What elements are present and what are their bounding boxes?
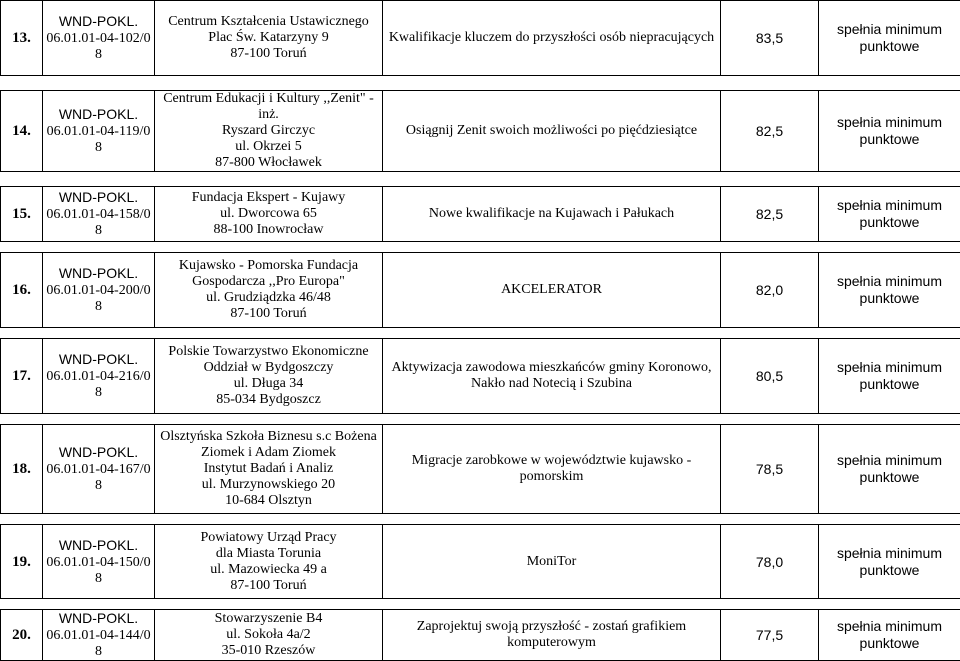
code-main: 06.01.01-04-150/0 — [46, 555, 150, 570]
code-main: 06.01.01-04-200/0 — [46, 283, 150, 298]
code-suffix: 8 — [95, 299, 102, 314]
org-line: Fundacja Ekspert - Kujawy — [158, 190, 379, 206]
separator-cell — [1, 172, 960, 187]
application-code — [43, 610, 155, 661]
applicant-organization — [155, 187, 383, 242]
org-line: ul. Długa 34 — [158, 376, 379, 392]
row-number: 17. — [1, 339, 43, 414]
separator-cell — [1, 514, 960, 525]
org-line: Powiatowy Urząd Pracy — [158, 530, 379, 546]
org-line: 85-034 Bydgoszcz — [158, 392, 379, 408]
table-row — [1, 610, 960, 661]
status-text: spełnia minimum punktowe — [819, 91, 960, 172]
applicant-organization — [155, 253, 383, 328]
project-title: Nowe kwalifikacje na Kujawach i Pałukach — [383, 187, 721, 242]
application-code — [43, 339, 155, 414]
separator-cell — [1, 242, 960, 253]
code-suffix: 8 — [95, 47, 102, 62]
code-prefix: WND-POKL. — [59, 351, 138, 367]
org-line: Plac Św. Katarzyny 9 — [158, 30, 379, 46]
org-line: Ryszard Girczyc — [158, 123, 379, 139]
org-line: 87-100 Toruń — [158, 578, 379, 594]
score-value: 78,5 — [721, 425, 819, 514]
status-text: spełnia minimum punktowe — [819, 339, 960, 414]
code-main: 06.01.01-04-119/0 — [47, 124, 151, 139]
row-separator — [1, 172, 960, 187]
org-line: ul. Mazowiecka 49 a — [158, 562, 379, 578]
application-code — [43, 187, 155, 242]
project-title: AKCELERATOR — [383, 253, 721, 328]
org-line: Instytut Badań i Analiz — [158, 461, 379, 477]
row-separator — [1, 242, 960, 253]
org-line: dla Miasta Torunia — [158, 546, 379, 562]
status-text: spełnia minimum punktowe — [819, 1, 960, 76]
application-code — [43, 253, 155, 328]
score-value: 83,5 — [721, 1, 819, 76]
code-prefix: WND-POKL. — [59, 610, 138, 626]
org-line: ul. Sokoła 4a/2 — [158, 627, 379, 643]
project-title: Osiągnij Zenit swoich możliwości po pięćdziesiątce — [383, 91, 721, 172]
score-value: 77,5 — [721, 610, 819, 661]
application-code — [43, 91, 155, 172]
row-number: 20. — [1, 610, 43, 661]
project-title: Migracje zarobkowe w województwie kujawsko - pomorskim — [383, 425, 721, 514]
separator-cell — [1, 76, 960, 91]
status-text: spełnia minimum punktowe — [819, 525, 960, 599]
applicant-organization — [155, 610, 383, 661]
applicant-organization — [155, 91, 383, 172]
project-title: MoniTor — [383, 525, 721, 599]
code-prefix: WND-POKL. — [59, 106, 138, 122]
code-suffix: 8 — [95, 571, 102, 586]
row-number: 14. — [1, 91, 43, 172]
code-suffix: 8 — [95, 644, 102, 659]
code-prefix: WND-POKL. — [59, 189, 138, 205]
score-value: 80,5 — [721, 339, 819, 414]
project-title: Kwalifikacje kluczem do przyszłości osób niepracujących — [383, 1, 721, 76]
org-line: 87-100 Toruń — [158, 306, 379, 322]
code-main: 06.01.01-04-102/0 — [46, 31, 150, 46]
table-row — [1, 425, 960, 514]
table-row — [1, 253, 960, 328]
row-separator — [1, 414, 960, 425]
org-line: 10-684 Olsztyn — [158, 493, 379, 509]
org-line: 87-800 Włocławek — [158, 155, 379, 171]
org-line: Centrum Edukacji i Kultury ,,Zenit" - inż. — [158, 91, 379, 123]
code-main: 06.01.01-04-144/0 — [46, 628, 150, 643]
applicant-organization — [155, 1, 383, 76]
row-separator — [1, 599, 960, 610]
code-main: 06.01.01-04-167/0 — [46, 462, 150, 477]
org-line: Polskie Towarzystwo Ekonomiczne — [158, 344, 379, 360]
status-text: spełnia minimum punktowe — [819, 610, 960, 661]
org-line: 88-100 Inowrocław — [158, 222, 379, 238]
score-value: 82,5 — [721, 187, 819, 242]
org-line: Centrum Kształcenia Ustawicznego — [158, 14, 379, 30]
org-line: Ziomek i Adam Ziomek — [158, 445, 379, 461]
separator-cell — [1, 414, 960, 425]
code-suffix: 8 — [95, 223, 102, 238]
applicant-organization — [155, 339, 383, 414]
org-line: ul. Okrzei 5 — [158, 139, 379, 155]
table-row — [1, 339, 960, 414]
status-text: spełnia minimum punktowe — [819, 187, 960, 242]
score-value: 82,5 — [721, 91, 819, 172]
code-suffix: 8 — [95, 478, 102, 493]
code-suffix: 8 — [95, 385, 102, 400]
score-value: 78,0 — [721, 525, 819, 599]
code-suffix: 8 — [95, 140, 102, 155]
org-line: Gospodarcza ,,Pro Europa" — [158, 274, 379, 290]
application-code — [43, 525, 155, 599]
code-main: 06.01.01-04-158/0 — [46, 207, 150, 222]
code-main: 06.01.01-04-216/0 — [46, 369, 150, 384]
application-code — [43, 1, 155, 76]
row-separator — [1, 514, 960, 525]
table-row — [1, 91, 960, 172]
status-text: spełnia minimum punktowe — [819, 425, 960, 514]
status-text: spełnia minimum punktowe — [819, 253, 960, 328]
row-number: 13. — [1, 1, 43, 76]
org-line: Oddział w Bydgoszczy — [158, 360, 379, 376]
table-row — [1, 187, 960, 242]
project-title: Zaprojektuj swoją przyszłość - zostań grafikiem komputerowym — [383, 610, 721, 661]
org-line: Stowarzyszenie B4 — [158, 611, 379, 627]
table-row — [1, 525, 960, 599]
applicant-organization — [155, 425, 383, 514]
code-prefix: WND-POKL. — [59, 13, 138, 29]
applicant-organization — [155, 525, 383, 599]
separator-cell — [1, 599, 960, 610]
row-number: 19. — [1, 525, 43, 599]
org-line: ul. Dworcowa 65 — [158, 206, 379, 222]
org-line: 35-010 Rzeszów — [158, 643, 379, 659]
separator-cell — [1, 328, 960, 339]
row-number: 18. — [1, 425, 43, 514]
org-line: Kujawsko - Pomorska Fundacja — [158, 258, 379, 274]
org-line: Olsztyńska Szkoła Biznesu s.c Bożena — [158, 429, 379, 445]
code-prefix: WND-POKL. — [59, 444, 138, 460]
row-separator — [1, 76, 960, 91]
code-prefix: WND-POKL. — [59, 265, 138, 281]
org-line: ul. Grudziądzka 46/48 — [158, 290, 379, 306]
results-table-body — [1, 1, 960, 661]
row-number: 16. — [1, 253, 43, 328]
row-number: 15. — [1, 187, 43, 242]
score-value: 82,0 — [721, 253, 819, 328]
org-line: ul. Murzynowskiego 20 — [158, 477, 379, 493]
table-row — [1, 1, 960, 76]
org-line: 87-100 Toruń — [158, 46, 379, 62]
row-separator — [1, 328, 960, 339]
project-title: Aktywizacja zawodowa mieszkańców gminy Koronowo, Nakło nad Notecią i Szubina — [383, 339, 721, 414]
code-prefix: WND-POKL. — [59, 537, 138, 553]
application-code — [43, 425, 155, 514]
